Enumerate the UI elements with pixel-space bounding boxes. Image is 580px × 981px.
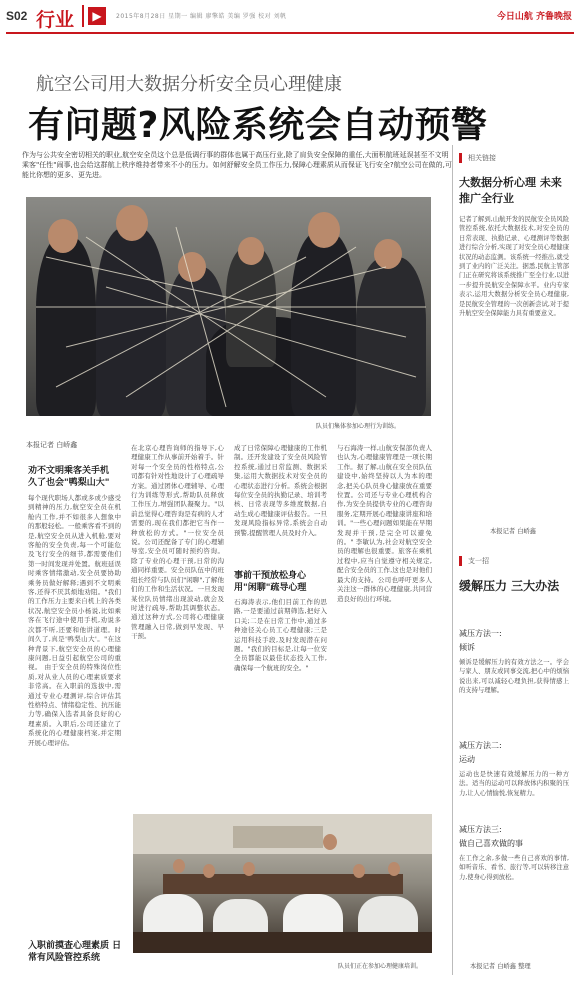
method-1-text: 倾诉是缓解压力的有效方法之一。学会与家人、朋友或同事交流,把心中的烦恼说出来,可以减轻心理负担,获得情感上的支持与理解。	[459, 659, 569, 695]
sidebar-tag-related: 相关链接	[459, 153, 496, 163]
subhead-2: 事前干预放松身心 用"闲聊"疏导心理	[234, 571, 307, 593]
column-4-text	[337, 444, 432, 809]
newspaper-brand: 今日山航 齐鲁晚报	[496, 12, 572, 22]
arrow-right-icon: ▶	[88, 7, 106, 25]
method-2-text: 运动也是快速有效缓解压力的一种方法。适当的运动可以释放体内积聚的压力,让人心情愉悦,恢复精力。	[459, 771, 569, 797]
method-1-title: 减压方法一:	[459, 629, 502, 638]
article-subtitle: 航空公司用大数据分析安全员心理健康	[36, 74, 342, 95]
column-1-text	[28, 494, 121, 934]
subhead-1: 劝不文明乘客关手机 久了也会"鸭梨山大"	[28, 466, 110, 488]
column-3-text-a	[234, 444, 327, 564]
column-1-para-1: 每个现代职场人都或多或少感受到精神的压力,航空安全员在机舱内工作,并不如很多人想象中的那般轻松。一般乘客看不到的是,航空安全员从进入机舱,要对客舱的安全负责,每一个可能危及飞行安全的细节,都需要他们第一时间发现并处置。航班延误时乘客情绪激动,安全员要协助乘务员做好解释;遇到不文明乘客,还得不厌其烦地劝阻。"我们的工作压力主要来自机上的各类状况,航空安全员小杨说,比如乘客在飞行途中使用手机,劝说多次都不听,还要和他讲道理。时间久了,真是'鸭梨山大'。"在这种背景下,航空安全员的心理健康问题,日益引起航空公司的重视。	[28, 494, 121, 672]
photo1-caption: 队员们集体参加心理行为训练。	[316, 423, 401, 430]
method-3-title: 减压方法三:	[459, 825, 502, 834]
issue-meta: 2015年8月28日 星期一 编辑 廖擎皓 美编 罗强 校对 刘帆	[116, 13, 287, 20]
column-3-para-2: 石海涛表示,他们目前工作的思路,一是要通过前期筛选,把好入口关;二是在日常工作中,通过多种途径关心员工心理健康;三是运用科技手段,及时发现潜在问题。"我们的目标是,让每一位安全员都能以最佳状态投入工作,确保每一个航班的安全。"	[234, 598, 327, 672]
column-4-para-1: 与石海涛一样,山航安保部负责人也认为,心理健康管理是一项长期工作。据了解,山航在安全员队伍建设中,始终坚持以人为本的理念,把关心队员身心健康放在重要位置。公司还与专业心理机构合作,为安全员提供专业的心理咨询服务,定期开展心理健康讲座和培训。"一些心理问题如果能在早期发现并干预,是完全可以避免的。"	[337, 444, 432, 547]
sidebar-divider	[452, 145, 453, 975]
column-2-text	[131, 444, 224, 809]
section-number: S02	[6, 9, 28, 23]
header-rule	[6, 32, 574, 34]
sidebar-byline-2: 本报记者 白峤鑫 整理	[470, 963, 531, 970]
sidebar-title-2: 缓解压力 三大办法	[459, 579, 560, 593]
article-byline: 本报记者 白峤鑫	[26, 441, 78, 449]
sidebar-tag-tips: 支一招	[459, 556, 489, 566]
method-2-title: 减压方法二:	[459, 741, 502, 750]
sidebar-byline-1: 本报记者 白峤鑫	[490, 528, 537, 535]
subhead-3: 入职前摸查心理素质 日常有风险管控系统	[28, 941, 122, 963]
method-2-name: 运动	[459, 755, 475, 764]
meeting-photo	[133, 814, 432, 953]
training-photo	[26, 197, 431, 416]
method-3-text: 在工作之余,多做一些自己喜欢的事情,如听音乐、看书、旅行等,可以转移注意力,使身心得到放松。	[459, 855, 569, 881]
page-header	[0, 0, 580, 34]
method-1-name: 倾诉	[459, 643, 475, 652]
article-headline: 有问题?风险系统会自动预警	[28, 105, 488, 146]
column-1-para-2: 由于安全员的特殊岗位性质,对从业人员的心理素质要求非常高。在入职前的选拔中,需通过专业心理测评,综合评估其性格特点、情绪稳定性、抗压能力等,确保入选者具备良好的心理素质。入职后,公司还建立了系统化的心理健康档案,并定期开展心理评估。	[28, 663, 121, 747]
column-3-para-1: 成了日常保障心理健康的工作机制。还开发建设了安全员风险管控系统,通过日常监测、数据采集,运用大数据技术对安全员的心理状态进行分析。系统会根据每位安全员的执勤记录、培训考核、日常表现等多维度数据,自动生成心理健康评估报告。一旦发现风险指标异常,系统会自动预警,提醒管理人员及时介入。	[234, 444, 327, 537]
photo2-caption: 队员们正在参加心理健康培训。	[338, 963, 423, 970]
rope-lines	[26, 197, 431, 416]
column-2-para-2: 除了专业的心理干预,日常的沟通同样重要。安全员队伍中的班组长经常与队员们"闲聊",了解他们的工作和生活状况。一旦发现某位队员情绪出现波动,就会及时进行疏导,帮助其调整状态。通过这种方式,公司将心理健康管理融入日常,做到早发现、早干预。	[131, 556, 224, 641]
sidebar-title-1: 大数据分析心理 未来推广全行业	[459, 176, 562, 205]
section-name: 行业	[36, 9, 75, 31]
method-3-name: 做自己喜欢做的事	[459, 839, 523, 848]
column-3-text-b	[234, 598, 327, 808]
sidebar-text-1: 记者了解到,山航开发的民航安全员风险管控系统,依托大数据技术,对安全员的日常表现、执勤记录、心理测评等数据进行综合分析,实现了对安全员心理健康状况的动态监测。该系统一经推出,就受到了业内的广泛关注。据悉,民航主管部门正在研究将该系统推广至全行业,以进一步提升民航安全保障水平。业内专家表示,运用大数据分析安全员心理健康,是民航安全管理的一次创新尝试,对于提升航空安全保障能力具有重要意义。	[459, 216, 569, 318]
article-lead: 作为与公共安全密切相关的职业,航空安全员这个总是低调行事的群体也属于高压行业,除了肩负安全保障的重任,大面积航班延误甚至不文明乘客"任性"闹事,也会给这群航上秩序维持者带来不小的压力。如何舒解安全员工作压力,保障心理素质从而保证飞行安全?航空公司在做的,可能比你想的更多、更先进。	[22, 151, 452, 179]
column-2-para-1: 在北京心理咨询师的指导下,心理健康工作从事前开始着手。针对每一个安全员的性格特点,公司都有针对性地设计了心理疏导方案。通过团体心理辅导、心理行为训练等形式,帮助队员释放工作压力,增强团队凝聚力。"以前总觉得心理咨询是有病的人才需要的,现在我们都把它当作一种放松的方式。"一位安全员说。公司还配备了专门的心理辅导室,安全员可随时预约咨询。	[131, 444, 224, 556]
column-4-para-2: 李敏认为,社会对航空安全员的理解也很重要。旅客在乘机过程中,应当自觉遵守相关规定,配合安全员的工作,这也是对他们最大的支持。公司也呼吁更多人关注这一群体的心理健康,共同营造良好的出行环境。	[337, 538, 432, 603]
